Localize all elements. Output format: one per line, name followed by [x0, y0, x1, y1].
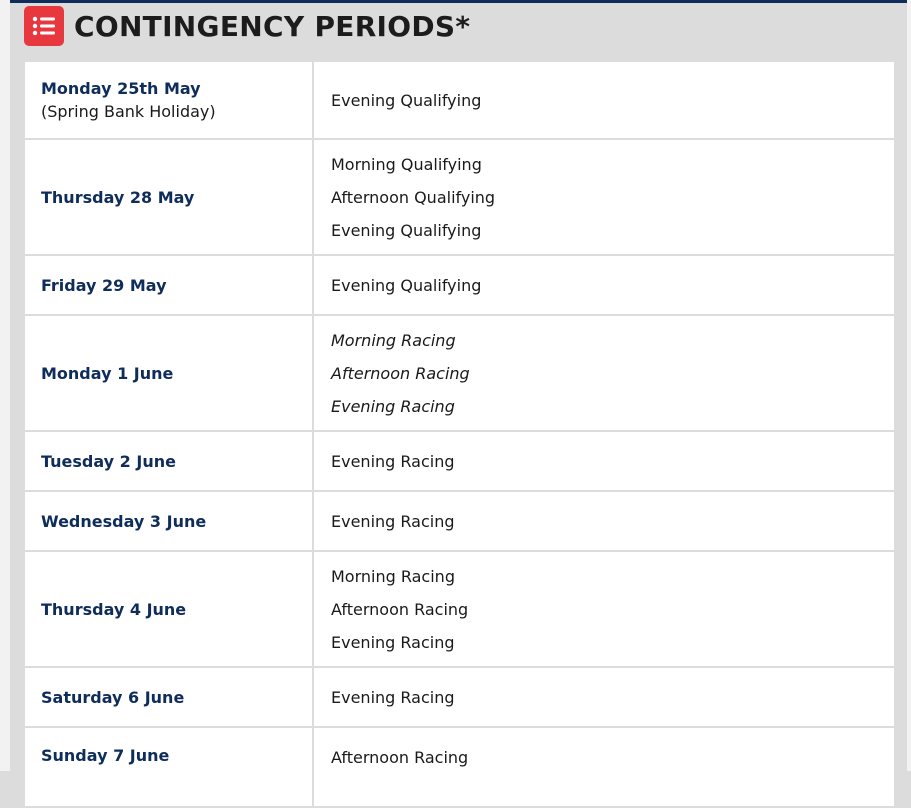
day-cell [25, 62, 312, 138]
session-cell [314, 316, 894, 430]
session-item: Morning Qualifying [331, 154, 482, 174]
session-item: Evening Racing [331, 396, 455, 416]
day-cell [25, 316, 312, 430]
list-icon [24, 6, 64, 46]
table-row [25, 728, 894, 806]
session-item: Evening Racing [331, 687, 455, 707]
day-label: Thursday 4 June [41, 599, 187, 619]
day-cell [25, 668, 312, 726]
session-cell [314, 62, 894, 138]
session-item: Evening Qualifying [331, 90, 482, 110]
page-left-margin [0, 0, 10, 771]
session-item: Afternoon Racing [331, 599, 469, 619]
session-item: Afternoon Qualifying [331, 187, 496, 207]
session-item: Evening Racing [331, 632, 455, 652]
day-label: Monday 1 June [41, 363, 174, 383]
session-item: Evening Racing [331, 451, 455, 471]
section-header [24, 6, 470, 46]
table-row [25, 256, 894, 314]
day-cell [25, 256, 312, 314]
day-label: Tuesday 2 June [41, 451, 176, 471]
table-row [25, 668, 894, 726]
session-cell [314, 668, 894, 726]
session-cell [314, 728, 894, 806]
day-note: (Spring Bank Holiday) [41, 102, 216, 121]
table-row [25, 140, 894, 254]
day-cell [25, 432, 312, 490]
contingency-table [23, 60, 896, 808]
session-cell [314, 552, 894, 666]
session-item: Afternoon Racing [331, 748, 469, 767]
session-item: Morning Racing [331, 330, 456, 350]
day-label: Monday 25th May [41, 79, 201, 98]
session-cell [314, 256, 894, 314]
session-cell [314, 432, 894, 490]
table-row [25, 432, 894, 490]
session-item: Afternoon Racing [331, 363, 470, 383]
day-label: Sunday 7 June [41, 746, 170, 765]
day-cell [25, 728, 312, 806]
table-row [25, 492, 894, 550]
contingency-panel [10, 3, 907, 771]
page-right-margin [907, 0, 911, 771]
day-label: Saturday 6 June [41, 687, 185, 707]
session-cell [314, 140, 894, 254]
day-cell [25, 140, 312, 254]
day-label: Thursday 28 May [41, 187, 195, 207]
session-item: Morning Racing [331, 566, 455, 586]
day-label: Friday 29 May [41, 275, 167, 295]
session-item: Evening Qualifying [331, 220, 482, 240]
list-icon-glyph [32, 15, 56, 37]
page-title: CONTINGENCY PERIODS* [74, 9, 471, 43]
table-row [25, 62, 894, 138]
day-cell [25, 552, 312, 666]
day-cell [25, 492, 312, 550]
session-cell [314, 492, 894, 550]
table-row [25, 316, 894, 430]
session-item: Evening Racing [331, 511, 455, 531]
table-row [25, 552, 894, 666]
session-item: Evening Qualifying [331, 275, 482, 295]
day-label: Wednesday 3 June [41, 511, 207, 531]
